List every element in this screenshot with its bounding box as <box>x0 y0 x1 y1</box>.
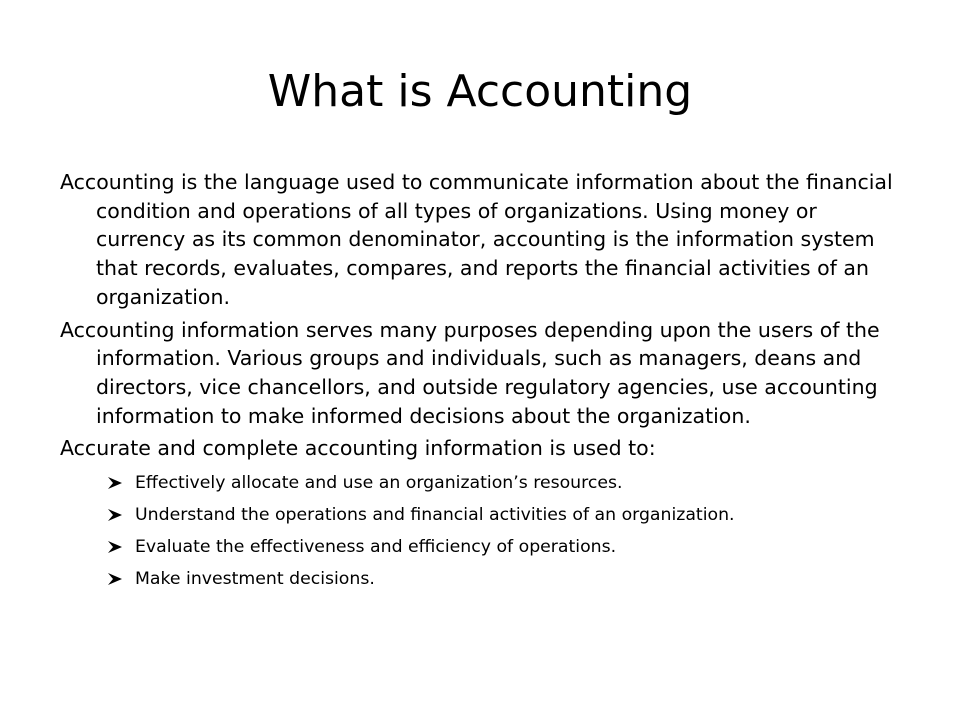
slide-title: What is Accounting <box>267 66 693 117</box>
paragraph-purposes: Accounting information serves many purposes depending upon the users of the information. Various groups and individuals, such as managers, deans and directors, vice chancellors, and outside regulatory agencies, use accounting information to make informed decisions about the organization. <box>60 317 880 428</box>
arrow-bullet-icon <box>107 476 123 490</box>
bullet-text: Make investment decisions. <box>135 569 375 590</box>
bullet-item <box>60 467 910 499</box>
bullet-text: Evaluate the effectiveness and efficiency of operations. <box>135 537 617 558</box>
bullet-text: Effectively allocate and use an organization’s resources. <box>135 473 623 494</box>
slide-body <box>60 168 910 595</box>
paragraph-uses-intro: Accurate and complete accounting information is used to: <box>60 436 656 461</box>
bullet-text: Understand the operations and financial activities of an organization. <box>135 505 735 526</box>
arrow-bullet-icon <box>107 572 123 586</box>
bullet-item <box>60 563 910 595</box>
bullet-item <box>60 499 910 531</box>
paragraph-definition: Accounting is the language used to communicate information about the financial condition and operations of all types of organizations. Using money or currency as its common denominator, accounting is the information system that records, evaluates, compares, and reports the financial activities of an organization. <box>60 170 893 309</box>
arrow-bullet-icon <box>107 508 123 522</box>
arrow-bullet-icon <box>107 540 123 554</box>
uses-bullet-list <box>60 467 910 595</box>
bullet-item <box>60 531 910 563</box>
